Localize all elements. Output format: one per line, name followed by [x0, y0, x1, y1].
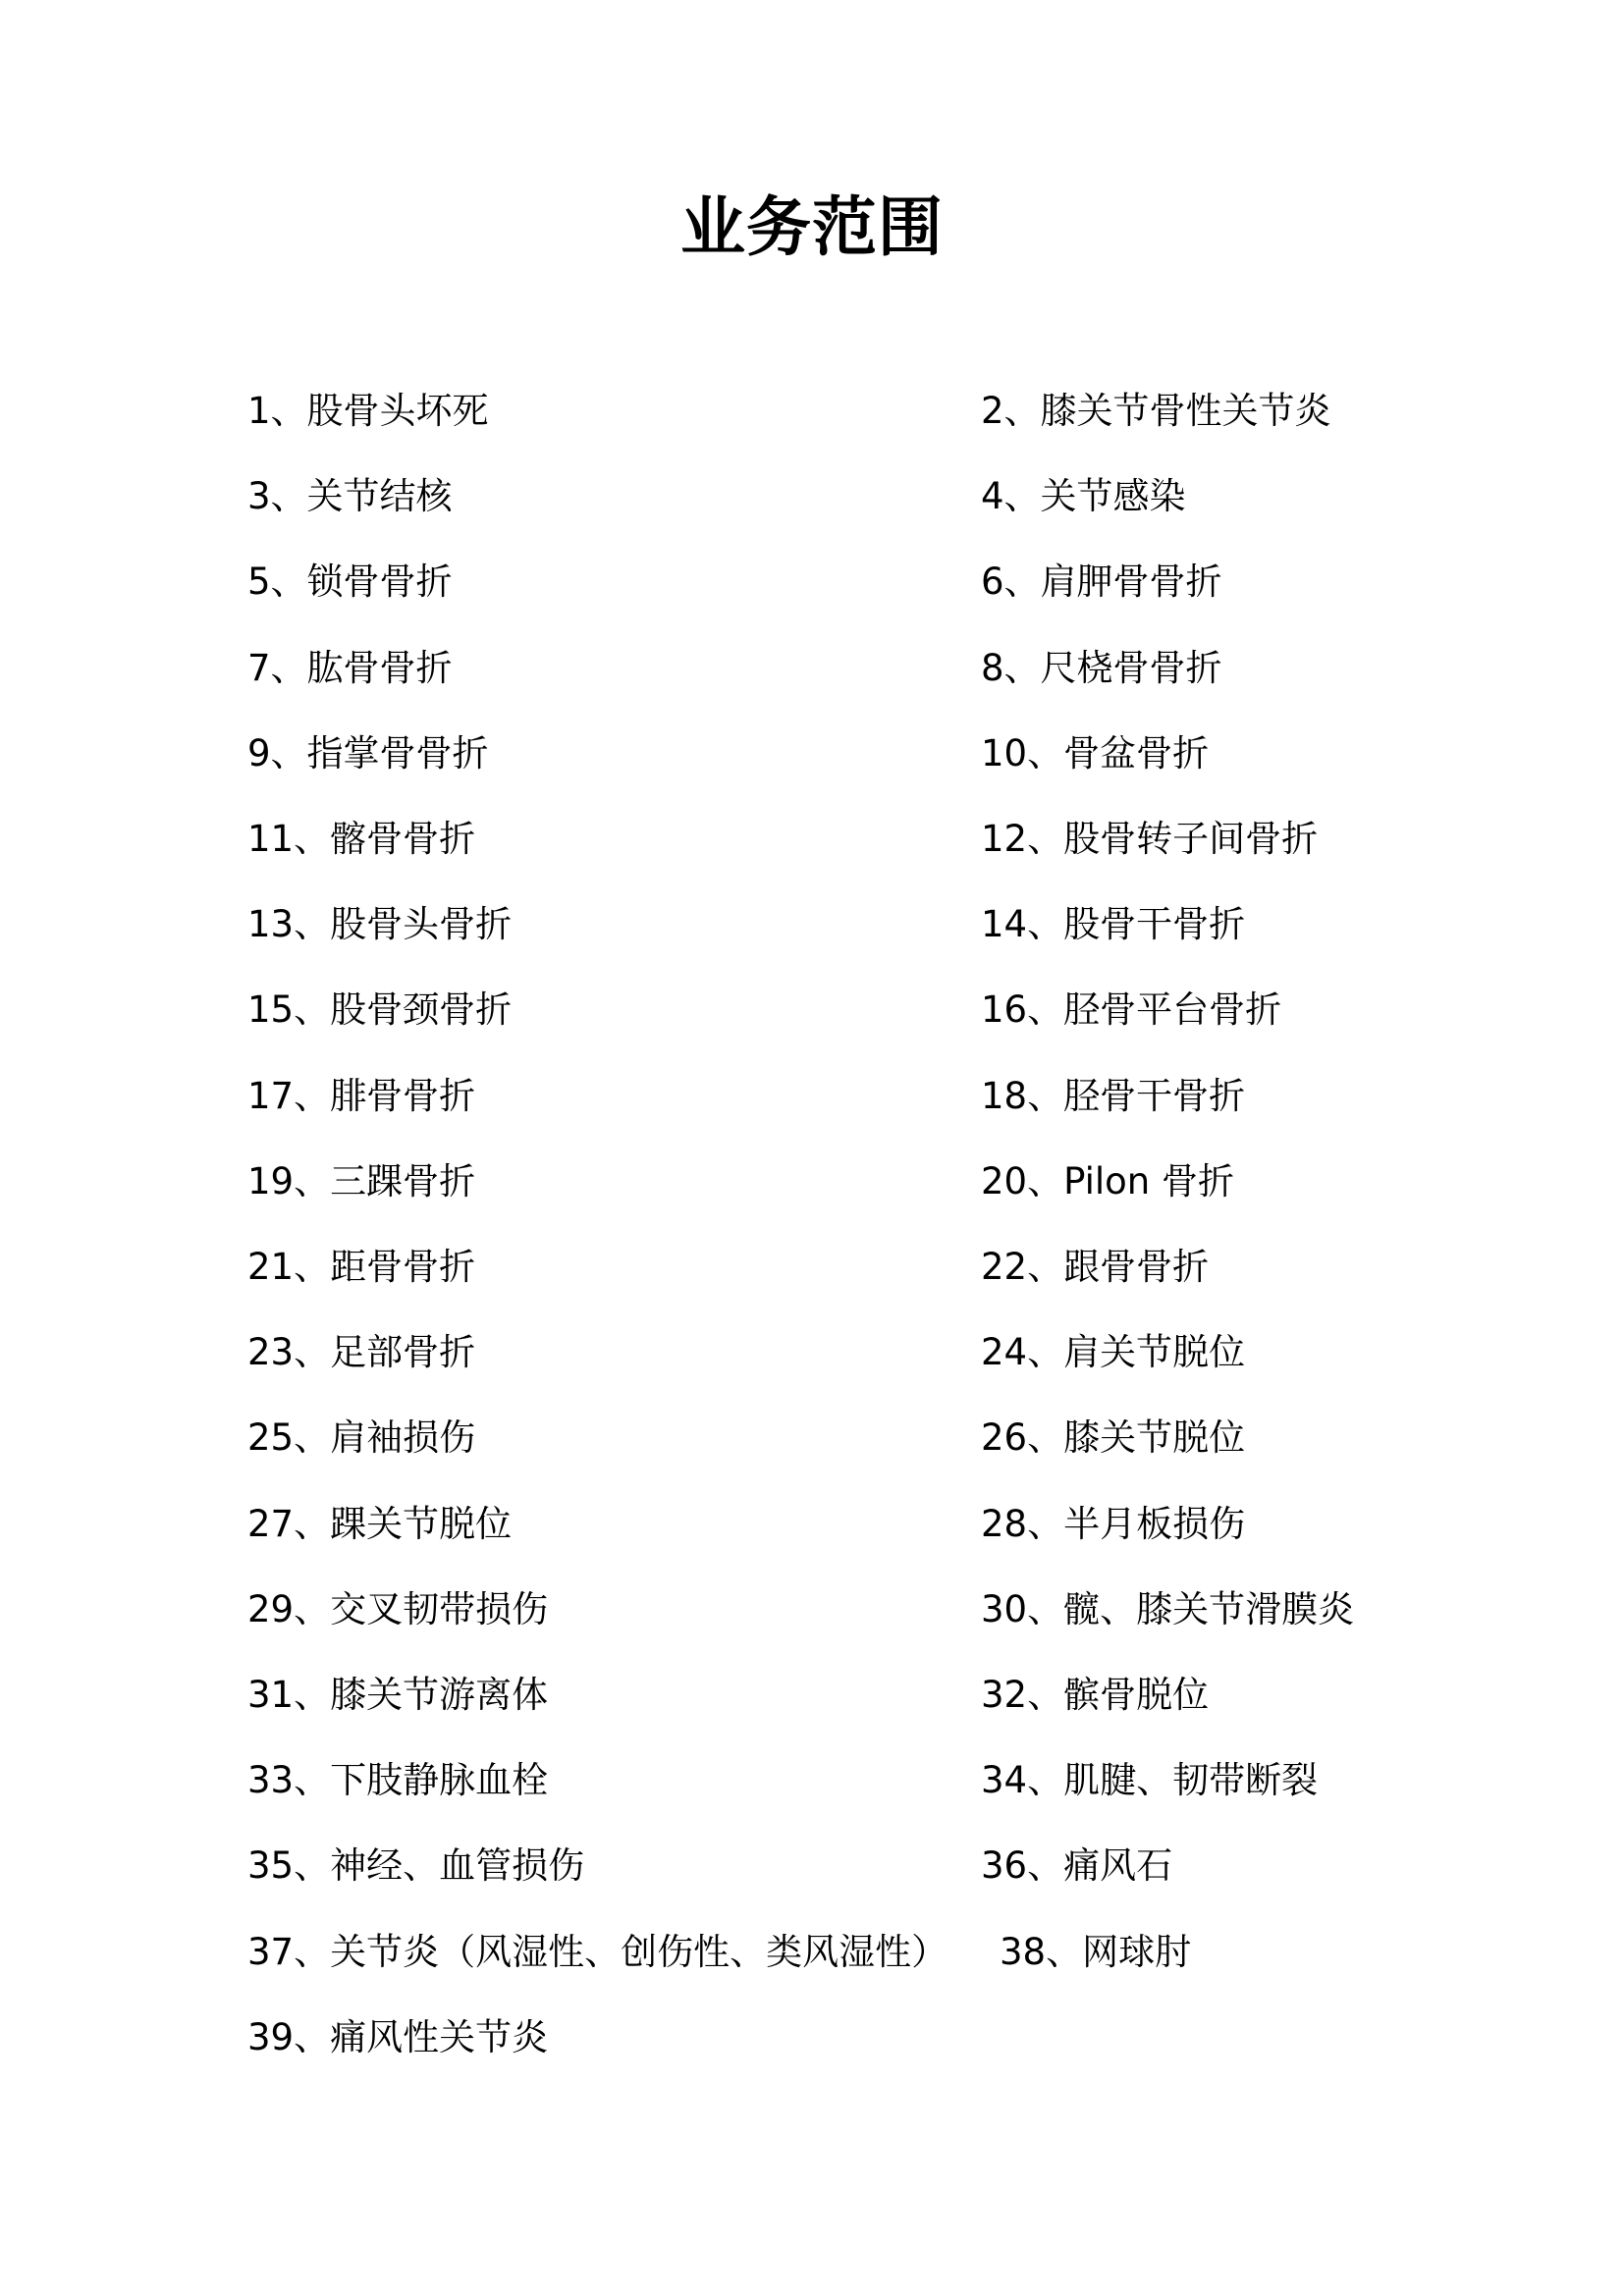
list-item: 11、髂骨骨折: [247, 818, 476, 860]
list-item: 9、指掌骨骨折: [247, 731, 489, 774]
list-item: 30、髋、膝关节滑膜炎: [981, 1587, 1355, 1630]
page-title: 业务范围: [680, 188, 944, 265]
list-item: 1、股骨头坏死: [247, 390, 489, 432]
list-item: 5、锁骨骨折: [247, 561, 453, 604]
list-item: 17、腓骨骨折: [247, 1074, 476, 1117]
list-item: 15、股骨颈骨折: [247, 988, 513, 1032]
list-item: 3、关节结核: [247, 475, 453, 518]
list-item: 18、胫骨干骨折: [981, 1074, 1246, 1117]
list-item: 26、膝关节脱位: [981, 1416, 1246, 1460]
list-item: 22、跟骨骨折: [981, 1246, 1210, 1288]
list-item: 31、膝关节游离体: [247, 1674, 549, 1716]
list-item: 10、骨盆骨折: [981, 731, 1210, 774]
list-item: 16、胫骨平台骨折: [981, 988, 1282, 1032]
list-item: 14、股骨干骨折: [981, 903, 1246, 946]
list-item: 38、网球肘: [1000, 1930, 1192, 1973]
list-item: 25、肩袖损伤: [247, 1416, 476, 1460]
list-item: 2、膝关节骨性关节炎: [981, 390, 1331, 432]
list-item: 23、足部骨折: [247, 1331, 476, 1374]
list-item: 39、痛风性关节炎: [247, 2015, 549, 2058]
list-item: 20、Pilon 骨折: [981, 1159, 1234, 1202]
list-item: 4、关节感染: [981, 475, 1186, 518]
list-item: 21、距骨骨折: [247, 1246, 476, 1288]
list-item: 13、股骨头骨折: [247, 903, 513, 946]
list-item: 34、肌腱、韧带断裂: [981, 1759, 1319, 1802]
list-item: 12、股骨转子间骨折: [981, 818, 1319, 860]
list-item: 32、髌骨脱位: [981, 1674, 1210, 1716]
list-item: 24、肩关节脱位: [981, 1331, 1246, 1374]
list-item: 29、交叉韧带损伤: [247, 1587, 549, 1630]
list-item: 19、三踝骨折: [247, 1159, 476, 1202]
list-item: 6、肩胛骨骨折: [981, 561, 1222, 604]
list-item: 28、半月板损伤: [981, 1502, 1246, 1545]
list-item: 27、踝关节脱位: [247, 1502, 513, 1545]
list-item: 7、肱骨骨折: [247, 646, 453, 689]
list-item: 33、下肢静脉血栓: [247, 1759, 549, 1802]
list-item: 37、关节炎（风湿性、创伤性、类风湿性）: [247, 1930, 948, 1973]
list-item: 35、神经、血管损伤: [247, 1844, 585, 1888]
list-item: 8、尺桡骨骨折: [981, 646, 1222, 689]
list-item: 36、痛风石: [981, 1844, 1173, 1888]
